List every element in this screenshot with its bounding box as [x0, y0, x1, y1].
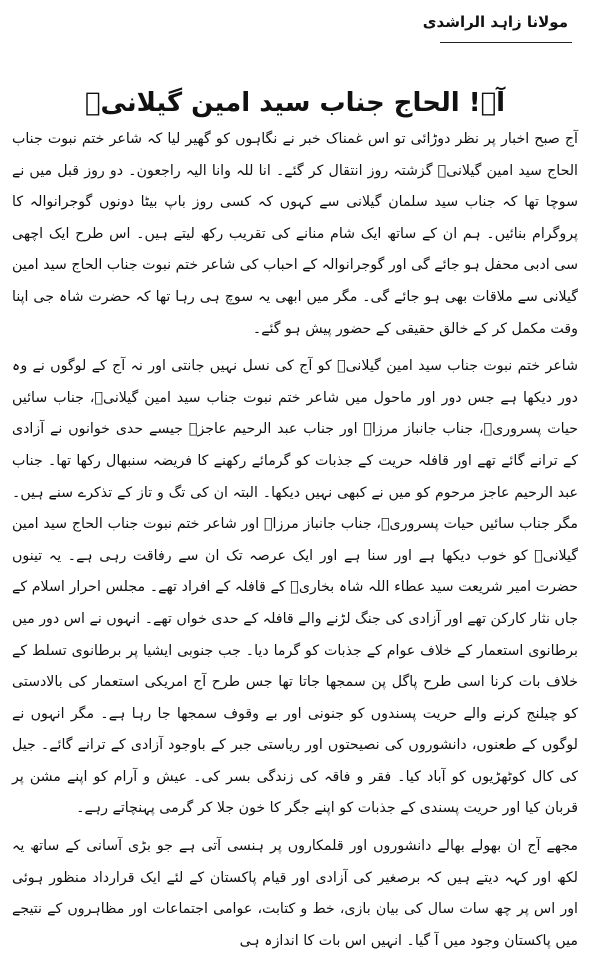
article-title: آہ! الحاج جناب سید امین گیلانیؒ — [84, 88, 506, 119]
author-name: مولانا زاہد الراشدی — [422, 13, 568, 31]
paragraph-3: مجھے آج ان بھولے بھالے دانشوروں اور قلمکاروں پر ہنسی آتی ہے جو بڑی آسانی کے ساتھ یہ لکھ اور کہہ دیتے ہیں کہ برصغیر کی آزادی اور قیام پاکستان کے لئے ایک قرارداد منظور ہوئی اور اس پر چھ سات سال کی بیان بازی، خط و کتابت، عوامی اجتماعات اور مظاہروں کے نتیجے میں پاکستان وجود میں آ گیا۔ انہیں اس بات کا اندازہ ہی — [12, 838, 578, 949]
author-underline — [440, 42, 572, 43]
paragraph-1: آج صبح اخبار پر نظر دوڑائی تو اس غمناک خبر نے نگاہوں کو گھیر لیا کہ شاعر ختم نبوت جناب الحاج سید امین گیلانیؒ گزشتہ روز انتقال کر گئے۔ انا للہ وانا الیہ راجعون۔ دو روز قبل میں نے سوچا تھا کہ جناب سید سلمان گیلانی سے کہوں کہ کسی روز باپ بیٹا دونوں گوجرانوالہ کا پروگرام بنائیں۔ ہم ان کے ساتھ ایک شام منانے کی تقریب رکھ لیتے ہیں۔ اس طرح ایک اچھی سی ادبی محفل ہو جائے گی اور گوجرانوالہ کے احباب کی شاعر ختم نبوت جناب الحاج سید امین گیلانی سے ملاقات بھی ہو جائے گی۔ مگر میں ابھی یہ سوچ ہی رہا تھا کہ حضرت شاہ جی اپنا وقت مکمل کر کے خالق حقیقی کے حضور پیش ہو گئے۔ — [12, 131, 578, 337]
paragraph-2: شاعر ختم نبوت جناب سید امین گیلانیؒ کو آج کی نسل نہیں جانتی اور نہ آج کے لوگوں نے وہ دور دیکھا ہے جس دور اور ماحول میں شاعر ختم نبوت جناب سید امین گیلانیؒ، جناب سائیں حیات پسروریؒ، جناب جانباز مرزاؒ اور جناب عبد الرحیم عاجزؒ جیسے حدی خوانوں نے آزادی کے ترانے گائے تھے اور قافلہ حریت کے جذبات کو گرمائے رکھنے کا فریضہ سنبھال رکھا تھا۔ جناب عبد الرحیم عاجز مرحوم کو میں نے کبھی نہیں دیکھا۔ البتہ ان کی تگ و تاز کے تذکرے سنے ہیں۔ مگر جناب سائیں حیات پسروریؒ، جناب جانباز مرزاؒ اور شاعر ختم نبوت جناب الحاج سید امین گیلانیؒ کو خوب دیکھا ہے اور سنا ہے اور ایک عرصہ تک ان سے رفاقت رہی ہے۔ یہ تینوں حضرت امیر شریعت سید عطاء اللہ شاہ بخاریؒ کے قافلہ کے افراد تھے۔ مجلس احرار اسلام کے جاں نثار کارکن تھے اور آزادی کی جنگ لڑنے والے قافلہ کے حدی خواں تھے۔ انہوں نے اس دور میں برطانوی استعمار کے خلاف عوام کے جذبات کو گرما دیا۔ جب جنوبی ایشیا پر برطانوی تسلط کے خلاف بات کرنا اسی طرح پاگل پن سمجھا جاتا تھا جس طرح آج امریکی استعمار کی بالادستی کو چیلنج کرنے والے حریت پسندوں کو جنونی اور بے وقوف سمجھا جا رہا ہے۔ مگر انہوں نے لوگوں کے طعنوں، دانشوروں کی نصیحتوں اور ریاستی جبر کے باوجود آزادی کے ترانے گائے۔ جیل کی کال کوٹھڑیوں کو آباد کیا۔ فقر و فاقہ کی زندگی بسر کی۔ عیش و آرام کو اپنے مشن پر قربان کیا اور حریت پسندی کے جذبات کو اپنے جگر کا خون جلا کر گرمی پہنچاتے رہے۔ — [12, 358, 578, 817]
article-body — [12, 124, 578, 957]
